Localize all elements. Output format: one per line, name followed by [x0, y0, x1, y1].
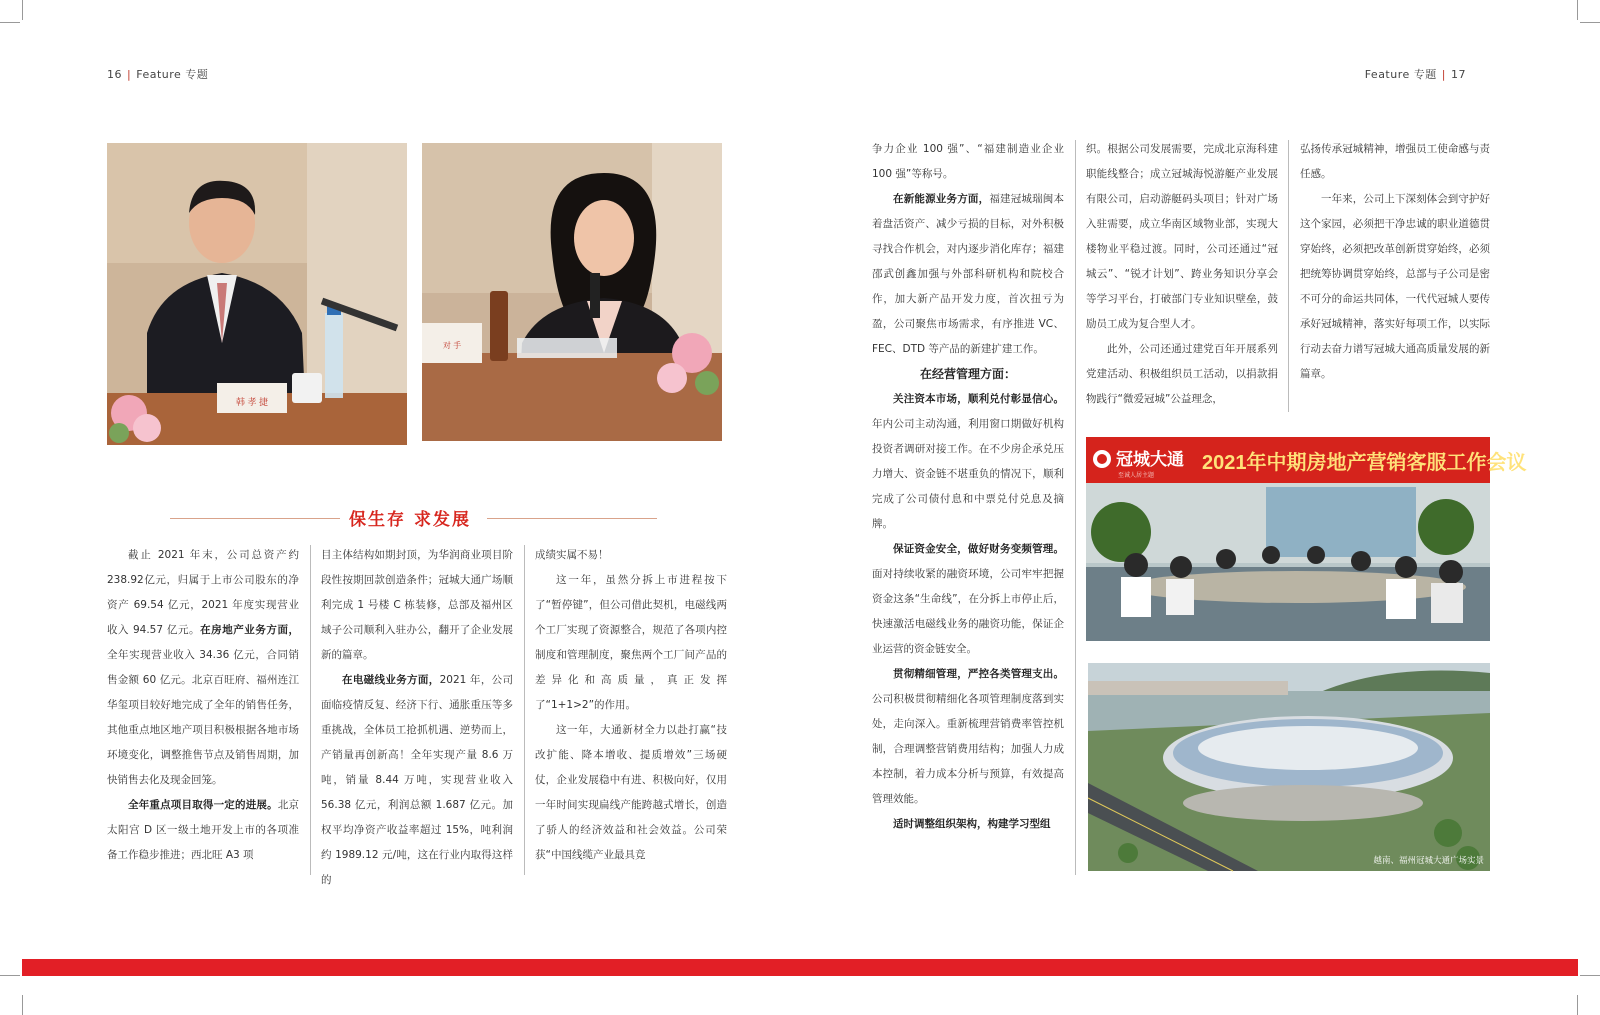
name-card-text: 对 手 — [442, 341, 462, 350]
crop-mark — [0, 975, 20, 976]
name-card-text: 韩 孝 捷 — [235, 397, 269, 407]
subheading: 在经营管理方面： — [919, 367, 1016, 381]
crop-mark — [22, 995, 23, 1015]
crop-mark — [1577, 995, 1578, 1015]
photo-speaker-man — [107, 143, 407, 445]
section-label: Feature 专题 — [136, 68, 209, 81]
photo-caption: 越南、福州冠城大通广场实景 — [1373, 855, 1484, 865]
left-page-header: 16 | Feature 专题 — [107, 68, 209, 81]
crop-mark — [22, 0, 23, 20]
column-divider — [1075, 140, 1076, 875]
column-divider — [524, 545, 525, 875]
footer-red-bar — [22, 959, 1578, 976]
photo-building — [1088, 663, 1490, 871]
banner-logo-tagline: 至诚人居主题 — [1118, 473, 1155, 479]
title-rule-left — [170, 518, 340, 519]
crop-mark — [1577, 0, 1578, 20]
photo-speaker-woman — [422, 143, 722, 441]
page-number: 17 — [1451, 68, 1466, 81]
column-divider — [310, 545, 311, 875]
crop-mark — [0, 22, 20, 23]
photo-meeting — [1086, 437, 1527, 641]
section-title: 保生存 求发展 — [349, 510, 471, 530]
section-label: Feature 专题 — [1364, 68, 1437, 81]
banner-title: 2021年中期房地产营销客服工作会议 — [1202, 452, 1527, 474]
column-divider — [1288, 140, 1289, 412]
title-rule-right — [487, 518, 657, 519]
text-column-5: 织。根据公司发展需要，完成北京海科建职能线整合；成立冠城海悦游艇产业发展有限公司，启动游艇码头项目；针对广场入驻需要，成立华南区域物业部，实现大楼物业平稳过渡。同时，公司还通过“冠城云”、“锐才计划”、跨业务知识分享会等学习平台，打破部门专业知识壁垒，鼓励员工成为复合型人才。 此外，公司还通过建党百年开展系列党建活动、积极组织员工活动，以捐款捐物践行“微爱冠城”公益理念， — [1086, 143, 1278, 405]
page-number: 16 — [107, 68, 122, 81]
banner-logo: 冠城大通 — [1116, 450, 1184, 469]
text-column-4: 争力企业 100 强”、“福建制造业企业 100 强”等称号。 在新能源业务方面，福建冠城瑞闽本着盘活资产、减少亏损的目标，对外积极寻找合作机会，对内逐步消化库存；福建邵武创鑫加强与外部科研机构和院校合作，加大新产品开发力度，首次扭亏为盈，公司聚焦市场需求，有序推进 VC、FEC、DTD 等产品的新建扩建工作。 在经营管理方面： 关注资本市场，顺利兑付彰显信心。年内公司主动沟通，利用窗口期做好机构投资者调研对接工作。在不少房企承兑压力增大、资金链不堪重负的情况下，顺利完成了公司债付息和中票兑付兑息及摘牌。 保证资金安全，做好财务变频管理。面对持续收紧的融资环境，公司牢牢把握资金这条“生命线”，在分拆上市停止后，快速激活电磁线业务的融资功能，保证企业运营的资金链安全。 贯彻精细管理，严控各类管理支出。公司积极贯彻精细化各项管理制度落到实处，走向深入。重新梳理营销费率管控机制，合理调整营销费用结构；加强人力成本控制，着力成本分析与预算，有效提高管理效能。 适时调整组织架构，构建学习型组 — [872, 143, 1065, 830]
text-column-2: 目主体结构如期封顶，为华润商业项目阶段性按期回款创造条件；冠城大通广场顺利完成 1 号楼 C 栋装修，总部及福州区域子公司顺利入驻办公，翻开了企业发展新的篇章。 在电磁线业务方面，2021 年，公司面临疫情反复、经济下行、通胀重压等多重挑战，全体员工抢抓机遇、逆势而上，产销量再创新高！全年实现产量 8.6 万吨，销量 8.44 万吨，实现营业收入 56.38 亿元，利润总额 1.687 亿元。加权平均净资产收益率超过 15%，吨利润约 1989.12 元/吨，这在行业内取得这样的 — [321, 549, 514, 886]
text-column-1: 截止 2021 年末，公司总资产约238.92亿元，归属于上市公司股东的净资产 69.54 亿元，2021 年度实现营业收入 94.57 亿元。在房地产业务方面，全年实现营业收入 34.36 亿元，合同销售金额 60 亿元。北京百旺府、福州连江华玺项目较好地完成了全年的销售任务，其他重点地区地产项目积极根据各地市场环境变化，调整推售节点及销售周期，加快销售去化及现金回笼。 全年重点项目取得一定的进展。北京太阳宫 D 区一级土地开发上市的各项准备工作稳步推进；西北旺 A3 项 — [107, 549, 300, 861]
crop-mark — [1580, 975, 1600, 976]
right-page-header: Feature 专题 | 17 — [1364, 68, 1466, 81]
crop-mark — [1580, 22, 1600, 23]
text-column-6: 弘扬传承冠城精神，增强员工使命感与责任感。 一年来，公司上下深刻体会到守护好这个家园，必须把干净忠诚的职业道德贯穿始终，必须把改革创新贯穿始终，必须把统筹协调贯穿始终，总部与子公司是密不可分的命运共同体，一代代冠城人要传承好冠城精神，落实好每项工作，以实际行动去奋力谱写冠城大通高质量发展的新篇章。 — [1300, 143, 1490, 380]
text-column-3: 成绩实属不易！ 这一年，虽然分拆上市进程按下了“暂停键”，但公司借此契机，电磁线两个工厂实现了资源整合，规范了各项内控制度和管理制度，聚焦两个工厂间产品的差异化和高质量，真正发挥了“1+1>2”的作用。 这一年，大通新材全力以赴打赢“技改扩能、降本增收、提质增效”三场硬仗，企业发展稳中有进、积极向好，仅用一年时间实现扁线产能跨越式增长，创造了骄人的经济效益和社会效益。公司荣获“中国线缆产业最具竞 — [535, 549, 727, 861]
